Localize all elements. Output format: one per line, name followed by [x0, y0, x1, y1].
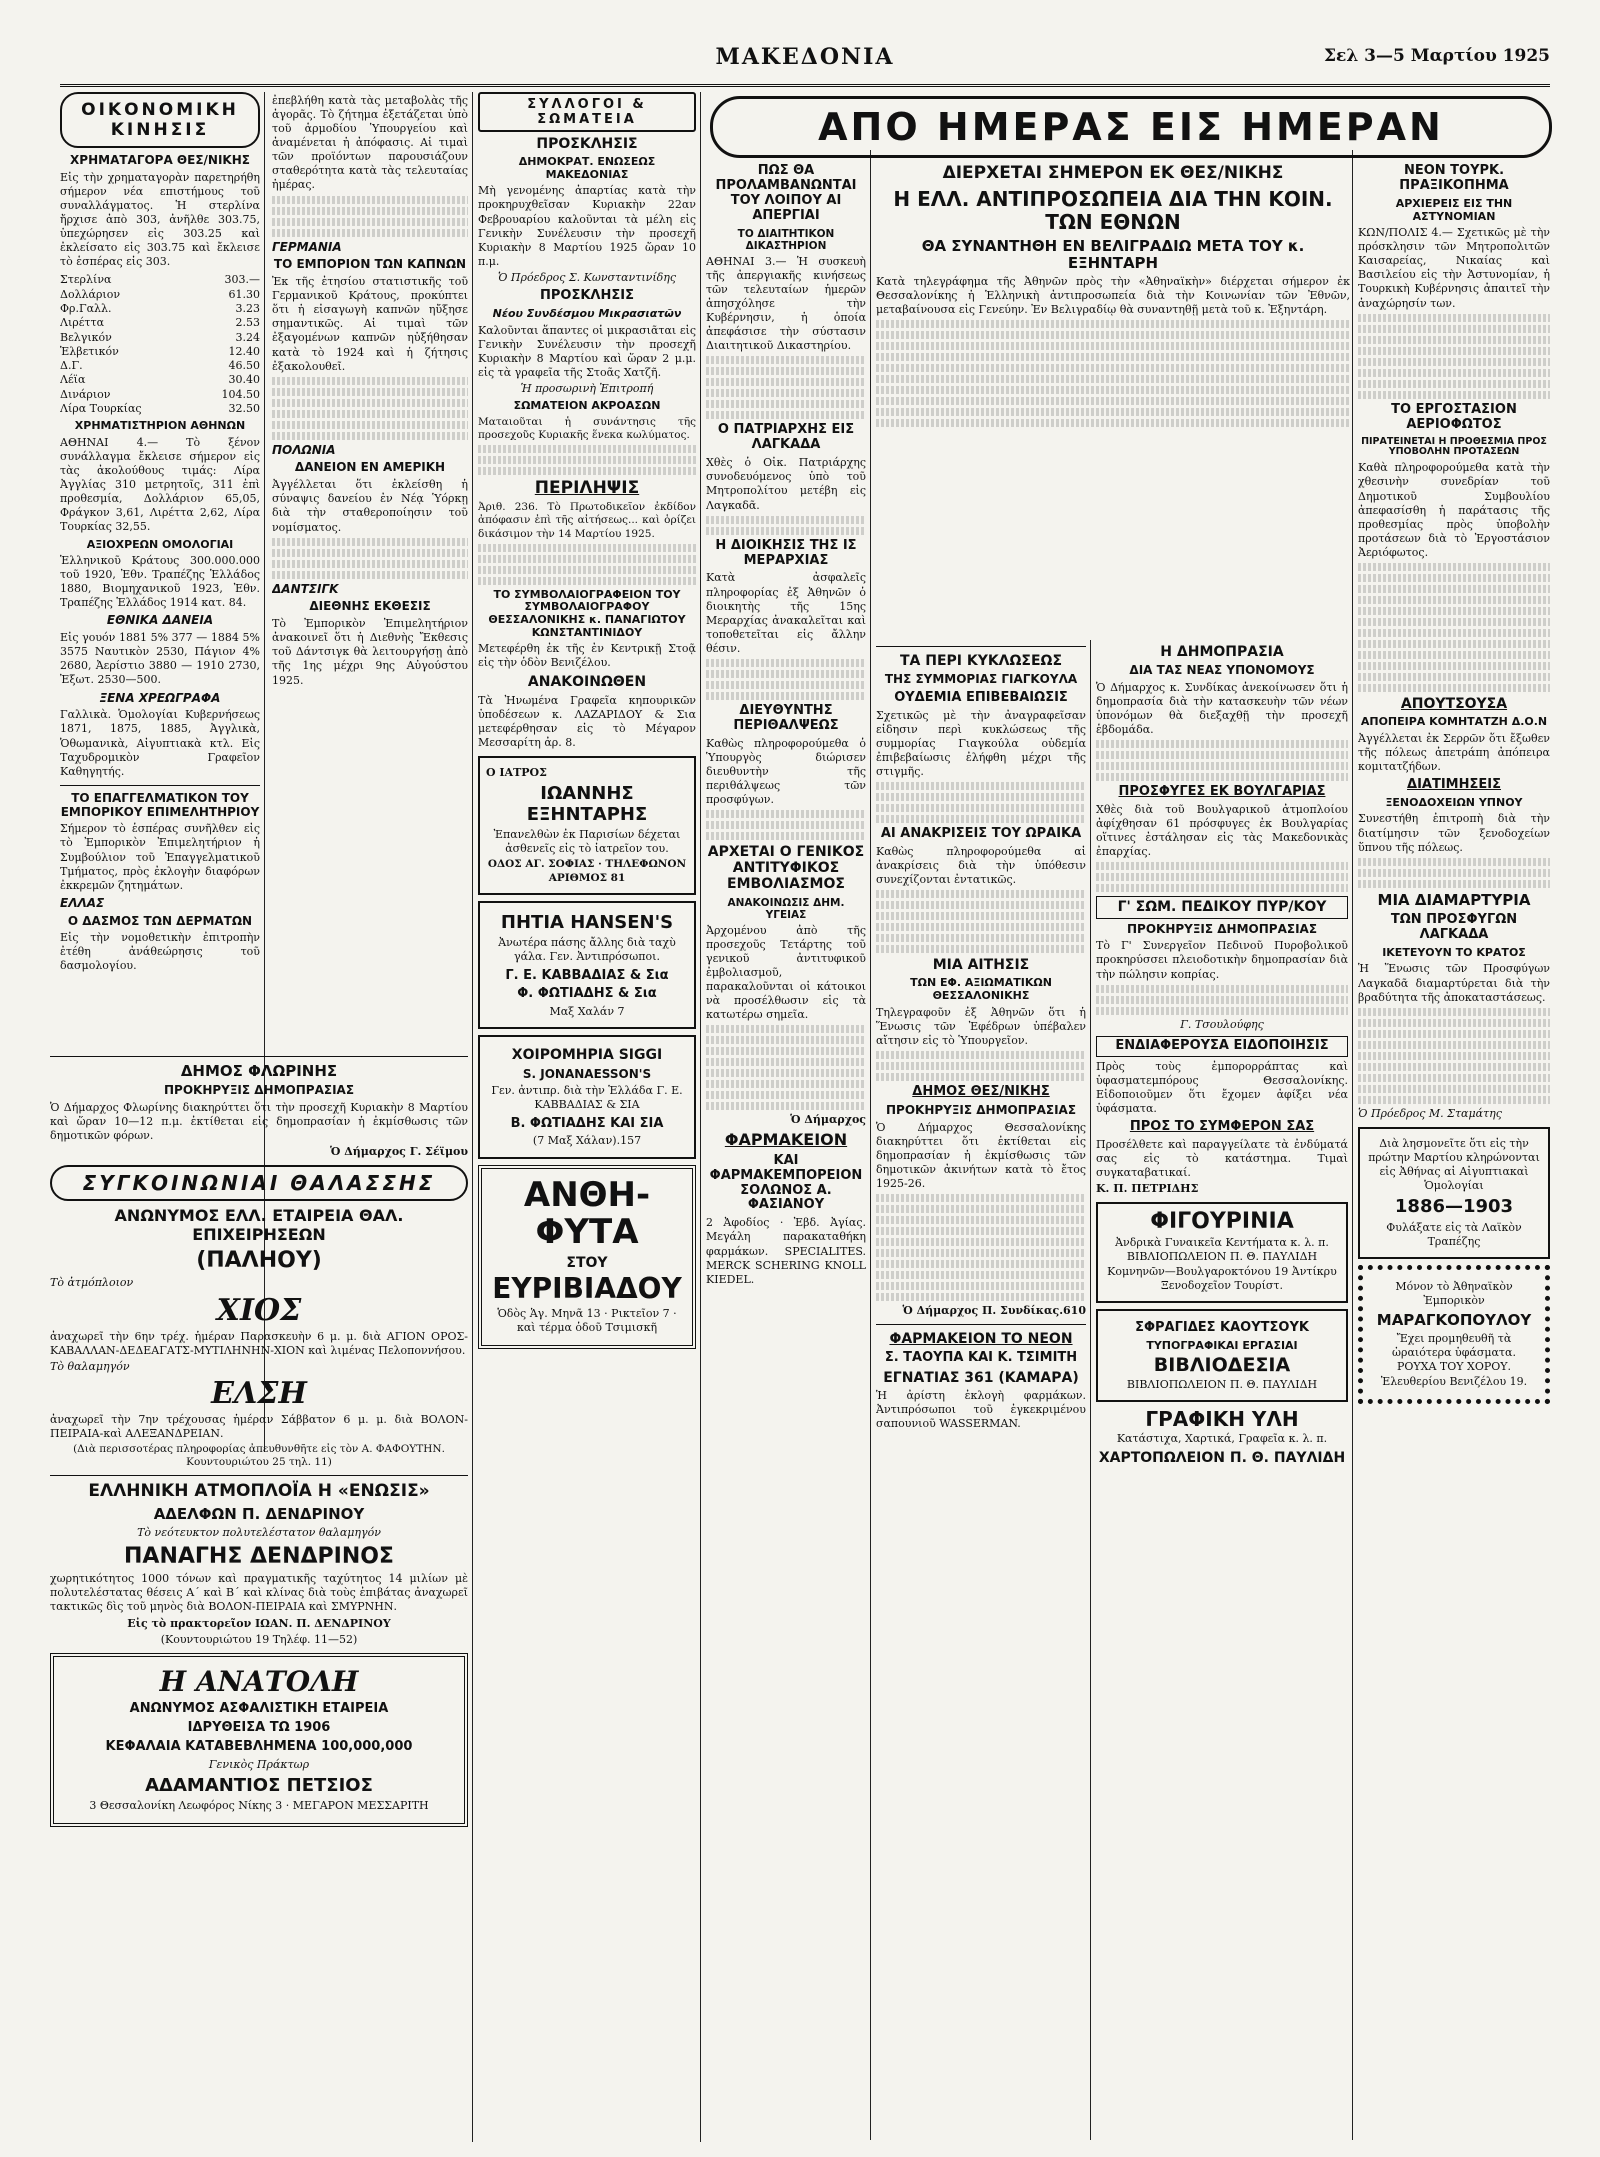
headline: ΔΗΜΟΚΡΑΤ. ΕΝΩΣΕΩΣ ΜΑΚΕΔΟΝΙΑΣ	[518, 155, 656, 181]
rate-currency: Δ.Γ.	[60, 359, 83, 373]
section-banner-main: ΑΠΟ ΗΜΕΡΑΣ ΕΙΣ ΗΜΕΡΑΝ	[710, 96, 1552, 158]
ad-text: Γεν. ἀντιπρ. διὰ τὴν Ἑλλάδα Γ. Ε. ΚΑΒΒΑΔΙΑΣ & ΣΙΑ	[491, 1084, 683, 1112]
ship-name: ΕΛΣΗ	[211, 1375, 307, 1411]
article-text: χωρητικότητος 1000 τόνων καὶ πραγματικῆς ταχύτητος 14 μιλίων μὲ πολυτελέστατας θέσεις Α΄ καὶ Β΄ καὶ κλίνας διὰ τοὺς ἐπιβάτας ἀναχωρεῖ τακτικῶς δὶς τοῦ μηνὸς διὰ ΒΟΛΟΝ-ΠΕΙΡΑΙΑ καὶ ΣΜΥΡΝΗΝ.	[50, 1572, 468, 1614]
headline: ΔΙΕΘΝΗΣ ΕΚΘΕΣΙΣ	[309, 599, 431, 614]
headline: ΕΛΛΑΣ	[60, 895, 105, 910]
rate-value: 32.50	[228, 402, 260, 416]
rate-currency: Βελγικόν	[60, 330, 112, 344]
headline: ΠΕΡΙΛΗΨΙΣ	[534, 477, 640, 498]
headline: ΑΝΑΚΟΙΝΩΣΙΣ ΔΗΜ. ΥΓΕΙΑΣ	[727, 896, 845, 921]
ad-text: Φυλάξατε εἰς τὰ Λαϊκὸν Τραπέζης	[1386, 1220, 1522, 1248]
article-text: Ἀγγέλλεται ἐκ Σερρῶν ὅτι ἔξωθεν τῆς πόλεως ἀπετράπη ἀπόπειρα κομιτατζήδων.	[1358, 731, 1550, 773]
article-text: Ἀρχομένου ἀπὸ τῆς προσεχοῦς Τετάρτης τοῦ γενικοῦ ἀντιτυφικοῦ ἐμβολιασμοῦ, παρακαλοῦνται οἱ κάτοικοι νὰ προσέλθωσιν εἰς τὰ κατωτέρω σημεῖα.	[706, 923, 866, 1022]
column-news-3	[1096, 640, 1348, 2140]
ad-title: ΣΦΡΑΓΙΔΕΣ ΚΑΟΥΤΣΟΥΚ	[1135, 1319, 1309, 1335]
rate-row	[60, 288, 260, 302]
company-name: ΑΔΕΛΦΩΝ Π. ΔΕΝΔΡΙΝΟΥ	[153, 1504, 365, 1523]
ad-firm: Γ. Ε. ΚΑΒΒΑΔΙΑΣ & Σια	[505, 967, 669, 983]
ship-name: ΧΙΟΣ	[216, 1292, 302, 1328]
headline: ΠΡΟΚΗΡΥΞΙΣ ΔΗΜΟΠΡΑΣΙΑΣ	[1126, 921, 1318, 936]
ad-title: ΦΙΓΟΥΡΙΝΙΑ	[1150, 1209, 1294, 1235]
headline: ΔΗΜΟΣ ΦΛΩΡΙΝΗΣ	[180, 1062, 338, 1080]
article-text: Ἡ Ἕνωσις τῶν Προσφύγων Λαγκαδᾶ διαμαρτύρεται διὰ τὴν βραδύτητα τῆς ἀποκαταστάσεως.	[1358, 962, 1550, 1004]
headline: ΘΑ ΣΥΝΑΝΤΗΘΗ ΕΝ ΒΕΛΙΓΡΑΔΙΩ ΜΕΤΑ ΤΟΥ κ. ΕΞΗΝΤΑΡΗ	[921, 236, 1305, 272]
ad-name: ΧΑΡΤΟΠΩΛΕΙΟΝ Π. Θ. ΠΑΥΛΙΔΗ	[1098, 1450, 1346, 1467]
ad-text: Ἔχει προμηθευθῆ τὰ ὡραιότερα ὑφάσματα. ΡΟΥΧΑ ΤΟΥ ΧΟΡΟΥ. Ἐλευθερίου Βενιζέλου 19.	[1380, 1332, 1528, 1388]
article-text: Καθὼς πληροφορούμεθα αἱ ἀνακρίσεις διὰ τὴν ὑπόθεσιν συνεχίζονται ἐντατικῶς.	[876, 845, 1086, 887]
ad-text: Διὰ λησμονεῖτε ὅτι εἰς τὴν πρώτην Μαρτίου κληρώνονται εἰς Ἀθήνας αἱ Αἰγυπτιακαὶ Ὁμολογίαι	[1368, 1136, 1540, 1192]
section-banner: ΣΥΓΚΟΙΝΩΝΙΑΙ ΘΑΛΑΣΣΗΣ	[50, 1165, 468, 1201]
headline: Νέου Συνδέσμου Μικρασιατῶν	[492, 306, 682, 320]
headline: ΔΑΝΕΙΟΝ ΕΝ ΑΜΕΡΙΚΗ	[294, 460, 446, 475]
article-text: 2 Ἀφοδίος · Ἐβδ. Ἀγίας. Μεγάλη παρακαταθήκη φαρμάκων. SPECIALITES. MERCK SCHERING KNOLL KIEDEL.	[706, 1216, 866, 1286]
ad-text: ΒΙΒΛΙΟΠΩΛΕΙΟΝ Π. Θ. ΠΑΥΛΙΔΗ	[1126, 1378, 1318, 1392]
headline: ΤΩΝ ΠΡΟΣΦΥΓΩΝ ΛΑΓΚΑΔΑ	[1390, 911, 1518, 942]
rate-row	[60, 331, 260, 345]
signature: Ὁ Δήμαρχος Π. Συνδίκας.610	[902, 1304, 1086, 1318]
headline: ΔΙΑΤΙΜΗΣΕΙΣ	[1407, 776, 1501, 792]
headline: ΤΟ ΕΠΑΓΓΕΛΜΑΤΙΚΟΝ ΤΟΥ ΕΜΠΟΡΙΚΟΥ ΕΠΙΜΕΛΗΤΗΡΙΟΥ	[60, 790, 260, 819]
article-text: Χθὲς ὁ Οἰκ. Πατριάρχης συνοδευόμενος ὑπὸ τοῦ Μητροπολίτου μετέβη εἰς Λαγκαδᾶ.	[706, 456, 866, 512]
headline: ΠΡΟΣΚΛΗΣΙΣ	[540, 287, 634, 303]
article-text: Μετεφέρθη ἐκ τῆς ἐν Κεντρικῇ Στοᾷ εἰς τὴν ὁδὸν Βενιζέλου.	[478, 642, 696, 670]
rate-value: 12.40	[228, 344, 260, 358]
company-name: ΑΝΩΝΥΜΟΣ ΕΛΛ. ΕΤΑΙΡΕΙΑ ΘΑΛ. ΕΠΙΧΕΙΡΗΣΕΩΝ	[114, 1206, 404, 1244]
address: 3 Θεσσαλονίκη Λεωφόρος Νίκης 3 · ΜΕΓΑΡΟΝ ΜΕΣΣΑΡΙΤΗ	[89, 1799, 429, 1813]
headline: ΠΡΟΚΗΡΥΞΙΣ ΔΗΜΟΠΡΑΣΙΑΣ	[163, 1083, 355, 1098]
rate-value: 46.50	[228, 359, 260, 373]
article-text: Καθὰ πληροφορούμεθα κατὰ τὴν χθεσινὴν συνεδρίαν τοῦ Δημοτικοῦ Συμβουλίου ἀπεφασίσθη ἡ παράτασις τῆς προθεσμίας πρὸς ὑποβολὴν προτάσεων διὰ τὸ Ἐργοστάσιον Ἀεριόφωτος.	[1358, 461, 1550, 559]
ad-title: ΧΟΙΡΟΜΗΡΙΑ SIGGI	[511, 1047, 663, 1064]
label: Τὸ ἀτμόπλοιον	[50, 1276, 134, 1290]
headline: ΠΡΟΚΗΡΥΞΙΣ ΔΗΜΟΠΡΑΣΙΑΣ	[885, 1102, 1077, 1117]
article-text: Καθὼς πληροφορούμεθα ὁ Ὑπουργὸς διώρισεν διευθυντὴν τῆς περιθάλψεως τῶν προσφύγων.	[706, 736, 866, 807]
headline: ΑΙ ΑΝΑΚΡΙΣΕΙΣ ΤΟΥ ΩΡΑΙΚΑ	[880, 826, 1082, 842]
headline: ΔΗΜΟΣ ΘΕΣ/ΝΙΚΗΣ	[912, 1084, 1050, 1099]
address: Μαξ Χαλάν 7	[549, 1005, 625, 1019]
rate-value: 104.50	[221, 387, 260, 401]
column-news-2	[876, 640, 1086, 2140]
headline: ΚΑΙ ΦΑΡΜΑΚΕΜΠΟΡΕΙΟΝ ΣΟΛΩΝΟΣ Α. ΦΑΣΙΑΝΟΥ	[709, 1152, 863, 1213]
headline: ΝΕΟΝ ΤΟΥΡΚ. ΠΡΑΞΙΚΟΠΗΜΑ	[1399, 163, 1509, 193]
rate-currency: Ἑλβετικόν	[60, 344, 119, 358]
ad-subtitle: ΑΝΩΝΥΜΟΣ ΑΣΦΑΛΙΣΤΙΚΗ ΕΤΑΙΡΕΙΑ	[129, 1700, 389, 1716]
masthead	[60, 40, 1550, 87]
rate-row	[60, 273, 260, 287]
headline: ΑΡΧΕΤΑΙ Ο ΓΕΝΙΚΟΣ ΑΝΤΙΤΥΦΙΚΟΣ ΕΜΒΟΛΙΑΣΜΟΣ	[707, 844, 865, 893]
rate-row	[60, 302, 260, 316]
section-banner: ΟΙΚΟΝΟΜΙΚΗ ΚΙΝΗΣΙΣ	[60, 92, 260, 148]
headline: ΔΑΝΤΣΙΓΚ	[272, 581, 339, 596]
headline: Η ΔΙΟΙΚΗΣΙΣ ΤΗΣ ΙΣ ΜΕΡΑΡΧΙΑΣ	[715, 537, 857, 568]
article-text: Τὸ Γ' Συνεργεῖον Πεδινοῦ Πυροβολικοῦ προκηρύσσει πλειοδοτικὴν δημοπρασίαν διὰ τὴν πώλησιν κοπρίας.	[1096, 939, 1348, 981]
rate-row	[60, 316, 260, 330]
ad-name: ΜΑΡΑΓΚΟΠΟΥΛΟΥ	[1376, 1311, 1532, 1330]
ad-firm: Φ. ΦΩΤΙΑΔΗΣ & Σια	[517, 986, 657, 1002]
column-rule	[870, 150, 871, 2140]
ad-firm: Β. ΦΩΤΙΑΔΗΣ ΚΑΙ ΣΙΑ	[510, 1115, 664, 1131]
marangopoulou-ad	[1358, 1265, 1550, 1404]
article-text: ἀναχωρεῖ τὴν 7ην τρέχουσας ἡμέραν Σάββατον 6 μ. μ. διὰ ΒΟΛΟΝ-ΠΕΙΡΑΙΑ-καὶ ΑΛΕΞΑΝΔΡΕΙΑΝ.	[50, 1412, 468, 1440]
ad-title: Η ΑΝΑΤΟΛΗ	[159, 1664, 359, 1698]
article-text: Εἰς τὴν χρηματαγορὰν παρετηρήθη σήμερον νέα επιστήμους τοῦ συναλλάγματος. Ἡ στερλίνα ἤρχισε ἀπὸ 303, ἀνῆλθε 303.75, ὑπεχώρησεν εἰς 303.25 καὶ ἐκλείσατο εἰς 303.75 καὶ ἔκλεισε τὸ ἑσπέρας εἰς 303.	[60, 170, 260, 269]
note: (Διὰ περισσοτέρας πληροφορίας ἀπευθυνθῆτε εἰς τὸν Α. ΦΑΦΟΥΤΗΝ. Κουντουριώτου 25 τηλ. 11)	[73, 1442, 445, 1469]
article-text: Προσέλθετε καὶ παραγγείλατε τὰ ἐνδύματά σας εἰς τὸ κατάστημα. Τιμαὶ συγκαταβατικαί.	[1096, 1137, 1348, 1179]
label: Τὸ νεότευκτον πολυτελέστατον θαλαμηγόν	[137, 1525, 381, 1539]
column-rule	[1090, 640, 1091, 2140]
issue-date: Σελ 3—5 Μαρτίου 1925	[1323, 46, 1550, 66]
rate-row	[60, 359, 260, 373]
headline: ΞΕΝΟΔΟΧΕΙΩΝ ΥΠΝΟΥ	[1385, 795, 1523, 809]
stamps-ad	[1096, 1309, 1348, 1403]
ad-text: Ἀνωτέρα πάσης ἄλλης διὰ ταχὺ γάλα. Γεν. Ἀντιπρόσωποι.	[498, 936, 676, 964]
article-text: Σχετικῶς μὲ τὴν ἀναγραφεῖσαν εἰδησιν περὶ κυκλώσεως τῆς συμμορίας Γιαγκούλα οὐδεμία ἐπιβεβαίωσις ἐλήφθη μέχρι τῆς στιγμῆς.	[876, 708, 1086, 779]
signature: Γ. Τσουλούφης	[1180, 1017, 1264, 1031]
signature: Κ. Π. ΠΕΤΡΙΔΗΣ	[1096, 1182, 1199, 1196]
headline: ΠΡΟΣΚΛΗΣΙΣ	[536, 136, 638, 152]
article-text: ἀναχωρεῖ τὴν 6ην τρέχ. ἡμέραν Παρασκευὴν 6 μ. μ. διὰ ΑΓΙΟΝ ΟΡΟΣ-ΚΑΒΑΛΛΑΝ-ΔΕΔΕΑΓΑΤΣ-ΜΥΤΙΛΗΝΗΝ-ΧΙΟΝ καὶ λιμένας Πελοποννήσου.	[50, 1329, 468, 1357]
ad-year: ΙΔΡΥΘΕΙΣΑ ΤΩ 1906	[187, 1719, 331, 1735]
rate-row	[60, 402, 260, 416]
headline: ΕΘΝΙΚΑ ΔΑΝΕΙΑ	[106, 613, 214, 628]
headline: ΕΓΝΑΤΙΑΣ 361 (ΚΑΜΑΡΑ)	[883, 1370, 1079, 1387]
headline: Η ΔΗΜΟΠΡΑΣΙΑ	[1160, 644, 1284, 660]
rate-currency: Δινάριον	[60, 387, 111, 401]
article-text: Σήμερον τὸ ἑσπέρας συνῆλθεν εἰς τὸ Ἐμπορικὸν Ἐπιμελητήριον ἡ Συμβούλιον τοῦ Ἐπαγγελματικοῦ Τμήματος, πρὸς ἐκλογὴν διαφόρων ἐκκρεμῶν ζητημάτων.	[60, 822, 260, 892]
headline: ΠΙΡΑΤΕΙΝΕΤΑΙ Η ΠΡΟΘΕΣΜΙΑ ΠΡΟΣ ΥΠΟΒΟΛΗΝ ΠΡΟΤΑΣΕΩΝ	[1361, 435, 1547, 458]
ad-title: ΑΝΘΗ-ΦΥΤΑ	[523, 1174, 651, 1252]
headline: ΑΡΧΙΕΡΕΙΣ ΕΙΣ ΤΗΝ ΑΣΤΥΝΟΜΙΑΝ	[1395, 196, 1513, 223]
article-text: Τηλεγραφοῦν ἐξ Ἀθηνῶν ὅτι ἡ Ἕνωσις τῶν Ἐφέδρων ὑπέβαλεν αἴτησιν εἰς τὸ Ὑπουργεῖον.	[876, 1005, 1086, 1047]
article-text: Κατὰ τηλεγράφημα τῆς Ἀθηνῶν πρὸς τὴν «Ἀθηναϊκὴν» διέρχεται σήμερον ἐκ Θεσσαλονίκης ἡ Ἑλληνικὴ ἀντιπροσωπεία διὰ τὴν Κοινωνίαν τῶν Ἐθνῶν, μεταβαίνουσα εἰς Γενεύην. Ἐν Βελιγραδίῳ θὰ συναντηθῇ μετὰ τοῦ κ. Ἐξηντάρη.	[876, 275, 1350, 317]
article-text: Γαλλικὰ. Ὁμολογίαι Κυβερνήσεως 1871, 1875, 1885, Ἀγγλικὰ, Ὁθωμανικὰ, Αἰγυπτιακὰ κτλ. Εἰς Ταχυδρομικὸν Γραφεῖον Καθηγητής.	[60, 708, 260, 778]
headline: ΔΙΑ ΤΑΣ ΝΕΑΣ ΥΠΟΝΟΜΟΥΣ	[1129, 663, 1315, 678]
address: (7 Μαξ Χάλαν).157	[532, 1134, 642, 1148]
headline: ΠΡΟΣ ΤΟ ΣΥΜΦΕΡΟΝ ΣΑΣ	[1129, 1118, 1315, 1134]
article-text: Τὰ Ἠνωμένα Γραφεῖα κηπουρικῶν ὑποδέσεων κ. ΛΑΖΑΡΙΔΟΥ & Σια μετεφέρθησαν εἰς τὸ Μέγαρον Μεσσαρίτη ἀρ. 8.	[478, 693, 696, 749]
article-text: ΑΘΗΝΑΙ 4.— Τὸ ξένον συνάλλαγμα ἔκλεισε σήμερον εἰς τὰς ἀκολούθους τιμάς: Λίρα Ἀγγλίας 310 μετρητοῖς, 311 ἐπὶ προθεσμία, Δολλάριον 65,05, Φράγκον 3,61, Λιρέττα 2,62, Λίρα Τουρκίας 32,55.	[60, 435, 260, 534]
headline: ΑΠΟΥΤΣΟΥΣΑ	[1400, 695, 1508, 712]
ad-subtitle: ΣΤΟΥ	[566, 1255, 608, 1272]
article-text: ΚΩΝ/ΠΟΛΙΣ 4.— Σχετικῶς μὲ τὴν πρόσκλησιν τῶν Μητροπολιτῶν Καισαρείας, Νικαίας καὶ Βασιλείου εἰς τὴν Ἀστυνομίαν, ἡ Τουρκικὴ Κυβέρνησις ἀπαιτεῖ τὴν ἀναχώρησίν των.	[1358, 226, 1550, 310]
ad-label: Ο ΙΑΤΡΟΣ	[486, 765, 547, 779]
agent: Εἰς τὸ πρακτορεῖον ΙΩΑΝ. Π. ΔΕΝΔΡΙΝΟΥ	[127, 1616, 391, 1630]
article-text: Καλοῦνται ἅπαντες οἱ μικρασιᾶται εἰς Γενικὴν Συνέλευσιν τὴν προσεχῆ Κυριακὴν 8 Μαρτίου καὶ ὥραν 2 μ.μ. εἰς τὰ γραφεῖα τῆς Στοᾶς Χατζῆ.	[478, 323, 696, 379]
column-news-4	[1358, 160, 1550, 2140]
article-text: Πρὸς τοὺς ἐμπορορράπτας καὶ ὑφασματεμπόρους Θεσσαλονίκης. Εἰδοποιοῦμεν ὅτι ἔχομεν ἀφίξει νέα ὑφάσματα.	[1096, 1059, 1348, 1115]
column-rule	[1352, 150, 1353, 2140]
headline: ΠΡΟΣΦΥΓΕΣ ΕΚ ΒΟΥΛΓΑΡΙΑΣ	[1118, 784, 1326, 800]
headline: ΤΟ ΔΙΑΙΤΗΤΙΚΟΝ ΔΙΚΑΣΤΗΡΙΟΝ	[737, 227, 835, 252]
ad-name: ΕΥΡΙΒΙΑΔΟΥ	[492, 1272, 682, 1306]
company-name: ΕΛΛΗΝΙΚΗ ΑΤΜΟΠΛΟΪΑ Η «ΕΝΩΣΙΣ»	[88, 1481, 430, 1502]
headline: Σ. ΤΑΟΥΠΑ ΚΑΙ Κ. ΤΣΙΜΙΤΗ	[884, 1350, 1078, 1366]
label: Τὸ θαλαμηγόν	[50, 1359, 130, 1373]
rate-value: 3.23	[235, 301, 260, 315]
article-text: Ἀγγέλλεται ὅτι ἐκλείσθη ἡ σύναψις δανείου ἐν Νέᾳ Ὑόρκῃ διὰ τὴν σταθεροποίησιν τοῦ νομίσματος.	[272, 478, 468, 534]
article-text: Χθὲς διὰ τοῦ Βουλγαρικοῦ ἀτμοπλοίου ἀφίχθησαν 61 πρόσφυγες ἐκ Βουλγαρίας οἵτινες ἐστάλησαν εἰς τὰς Μακεδονικὰς ἐπαρχίας.	[1096, 803, 1348, 859]
flowers-ad	[478, 1165, 696, 1350]
headline: ΟΥΔΕΜΙΑ ΕΠΙΒΕΒΑΙΩΣΙΣ	[894, 689, 1068, 705]
article-text: Ὁ Δήμαρχος Φλωρίνης διακηρύττει ὅτι τὴν προσεχῆ Κυριακὴν 8 Μαρτίου καὶ ὥραν 10—12 π.μ. ἐκτίθεται εἰς δημοπρασίαν ἡ ἐκμίσθωσις τῶν δημοτικῶν φόρων.	[50, 1101, 468, 1143]
insurance-ad	[50, 1653, 468, 1828]
newspaper-title: ΜΑΚΕΔΟΝΙΑ	[715, 44, 895, 70]
ad-subtitle: ΤΥΠΟΓΡΑΦΙΚΑΙ ΕΡΓΑΣΙΑΙ	[1146, 1338, 1298, 1352]
headline: ΣΩΜΑΤΕΙΟΝ ΑΚΡΟΑΣΩΝ	[513, 398, 661, 412]
headline: ΤΟ ΕΜΠΟΡΙΟΝ ΤΩΝ ΚΑΠΝΩΝ	[273, 257, 467, 272]
rate-value: 3.24	[235, 330, 260, 344]
headline: ΜΙΑ ΑΙΤΗΣΙΣ	[932, 957, 1030, 974]
headline: ΙΚΕΤΕΥΟΥΝ ΤΟ ΚΡΑΤΟΣ	[1382, 945, 1526, 959]
headline: ΤΟ ΕΡΓΟΣΤΑΣΙΟΝ ΑΕΡΙΟΦΩΤΟΣ	[1391, 401, 1517, 432]
article-text: Ἀριθ. 236. Τὸ Πρωτοδικεῖον ἐκδίδον ἀπόφασιν ἐπὶ τῆς αἰτήσεως... καὶ ὁρίζει δικάσιμον τὴν 14 Μαρτίου 1925.	[478, 501, 696, 540]
hansen-ad	[478, 901, 696, 1030]
article-text: Ἑλληνικοῦ Κράτους 300.000.000 τοῦ 1920, Ἐθν. Τραπέζης Ἑλλάδος 1880, Βιομηχανικοῦ 1923, Ἐθν. Τραπέζης Ἑλλάδος 1914 κατ. 84.	[60, 554, 260, 610]
headline: ΧΡΗΜΑΤΑΓΟΡΑ ΘΕΣ/ΝΙΚΗΣ	[70, 153, 250, 167]
ad-text: Κατάστιχα, Χαρτικά, Γραφεῖα κ. λ. π.	[1116, 1432, 1328, 1446]
signature: Ὁ Πρόεδρος Σ. Κωνσταντινίδης	[497, 270, 677, 284]
signature: Ἡ προσωρινὴ Ἐπιτροπή	[520, 381, 654, 395]
article-text: Ὁ Δήμαρχος κ. Συνδίκας ἀνεκοίνωσεν ὅτι ἡ δημοπρασία διὰ τὴν κατασκευὴν τῶν νέων ὑπονόμων θὰ διεξαχθῇ τὴν προσεχῆ ἑβδομάδα.	[1096, 680, 1348, 737]
ship-name: ΠΑΝΑΓΗΣ ΔΕΝΔΡΙΝΟΣ	[124, 1544, 394, 1570]
column-rule	[700, 92, 701, 2142]
headline: ΦΑΡΜΑΚΕΙΟΝ	[724, 1130, 848, 1150]
exchange-rates-table	[60, 273, 260, 416]
headline: Γ' ΣΩΜ. ΠΕΔΙΚΟΥ ΠΥΡ/ΚΟΥ	[1096, 896, 1348, 918]
column-news-1	[706, 160, 866, 2140]
headline: ΑΠΟΠΕΙΡΑ ΚΟΜΗΤΑΤΖΗ Δ.Ο.Ν	[1360, 714, 1548, 728]
headline: Ο ΔΑΣΜΟΣ ΤΩΝ ΔΕΡΜΑΤΩΝ	[67, 913, 253, 928]
address: (Κουντουριώτου 19 Τηλέφ. 11—52)	[160, 1632, 358, 1646]
ad-name: ΑΔΑΜΑΝΤΙΟΣ ΠΕΤΣΙΟΣ	[145, 1774, 373, 1796]
ad-title: ΙΩΑΝΝΗΣ ΕΞΗΝΤΑΡΗΣ	[526, 782, 648, 825]
headline: ΧΡΗΜΑΤΙΣΤΗΡΙΟΝ ΑΘΗΝΩΝ	[74, 419, 246, 433]
address: Ὁδὸς Ἁγ. Μηνᾶ 13 · Ρικτεῖον 7 · καὶ τέρμα ὁδοῦ Τσιμισκῆ	[497, 1307, 677, 1335]
article-text: Εἰς γουόν 1881 5% 377 — 1884 5% 3575 Ναυτικὸν 2530, Πάγιον 4% 2680, Ἀερίστιο 3880 — 1910 2730, Ἐξωτ. 2530—500.	[60, 631, 260, 687]
company-name: (ΠΑΛΗΟΥ)	[196, 1248, 322, 1274]
article-text: Ὁ Δήμαρχος Θεσσαλονίκης διακηρύττει ὅτι ἐκτίθεται εἰς δημοπρασίαν ἡ ἐκμίσθωσις τῶν δημοτικῶν ἀκινήτων κατὰ τὸ ἔτος 1925-26.	[876, 1120, 1086, 1191]
article-text: Μὴ γενομένης ἀπαρτίας κατὰ τὴν προκηρυχθεῖσαν Κυριακὴν 22αν Φεβρουαρίου καλοῦνται τὰ μέλη εἰς Γενικὴν Συνέλευσιν τὴν προσεχῆ Κυριακὴν 8 Μαρτίου 1925 ὥραν 10 π.μ.	[478, 184, 696, 268]
address: ΟΔΟΣ ΑΓ. ΣΟΦΙΑΣ · ΤΗΛΕΦΩΝΟΝ ΑΡΙΘΜΟΣ 81	[487, 858, 687, 884]
headline: ΤΑ ΠΕΡΙ ΚΥΚΛΩΣΕΩΣ	[899, 653, 1063, 669]
headline: ΤΩΝ ΕΦ. ΑΞΙΩΜΑΤΙΚΩΝ ΘΕΣΣΑΛΟΝΙΚΗΣ	[910, 976, 1052, 1003]
article-text: Ἡ ἀρίστη ἐκλογὴ φαρμάκων. Ἀντιπρόσωποι τοῦ ἐγκεκριμένου σαπουνιοῦ WASSERMAN.	[876, 1389, 1086, 1431]
article-text: Εἰς τὴν νομοθετικὴν ἐπιτροπὴν ἐτέθη ἀνάθεώρησις τοῦ δασμολογίου.	[60, 931, 260, 973]
headline: ΓΕΡΜΑΝΙΑ	[272, 239, 342, 254]
rate-currency: Στερλίνα	[60, 273, 112, 287]
headline: Ο ΠΑΤΡΙΑΡΧΗΣ ΕΙΣ ΛΑΓΚΑΔΑ	[717, 422, 855, 453]
rate-row	[60, 388, 260, 402]
ad-title: ΠΗΤΙΑ HANSEN'S	[500, 911, 674, 933]
rate-currency: Λιρέττα	[60, 316, 105, 330]
headline: ΑΝΑΚΟΙΝΩΘΕΝ	[527, 674, 647, 691]
headline: ΞΕΝΑ ΧΡΕΩΓΡΑΦΑ	[99, 690, 221, 705]
article-text: Ματαιοῦται ἡ συνάντησις τῆς προσεχοῦς Κυριακῆς ἕνεκα κωλύματος.	[478, 415, 696, 441]
ad-title: ΓΡΑΦΙΚΗ ΥΛΗ	[1145, 1407, 1299, 1432]
headline: ΤΗΣ ΣΥΜΜΟΡΙΑΣ ΓΙΑΓΚΟΥΛΑ	[884, 672, 1078, 687]
headline: ΠΟΛΩΝΙΑ	[272, 442, 336, 457]
left-bottom-block	[50, 1050, 468, 2130]
signature: Ὁ Δήμαρχος	[790, 1113, 866, 1127]
headline: ΔΙΕΥΘΥΝΤΗΣ ΠΕΡΙΘΑΛΨΕΩΣ	[733, 702, 839, 733]
rate-value: 61.30	[228, 287, 260, 301]
ad-years: 1886—1903	[1394, 1196, 1514, 1218]
headline: ΔΙΕΡΧΕΤΑΙ ΣΗΜΕΡΟΝ ΕΚ ΘΕΣ/ΝΙΚΗΣ	[942, 163, 1284, 183]
column-rule	[472, 92, 473, 2142]
signature: Ὁ Πρόεδρος Μ. Σταμάτης	[1358, 1106, 1502, 1120]
headline: ΜΙΑ ΔΙΑΜΑΡΤΥΡΙΑ	[1377, 890, 1531, 909]
rate-row	[60, 373, 260, 387]
rate-currency: Φρ.Γαλλ.	[60, 301, 112, 315]
rate-value: 303.—	[224, 273, 260, 287]
rate-currency: Λέϊα	[60, 373, 86, 387]
rate-row	[60, 345, 260, 359]
ad-text: Ἐπανελθὼν ἐκ Παρισίων δέχεται ἀσθενεῖς εἰς τὸ ἰατρεῖον του.	[493, 828, 681, 856]
headline: ΑΞΙΟΧΡΕΩΝ ΟΜΟΛΟΓΙΑΙ	[86, 537, 234, 551]
bonds-notice	[1358, 1127, 1550, 1259]
signature: Ὁ Δήμαρχος Γ. Σέϊμου	[330, 1145, 468, 1159]
rate-currency: Δολλάριον	[60, 287, 121, 301]
article-text: ἐπεβλήθη κατὰ τὰς μεταβολὰς τῆς ἀγορᾶς. Τὸ ζήτημα ἐξετάζεται ὑπὸ τοῦ ἁρμοδίου Ὑπουργείου καὶ ἀναμένεται ἡ ἀπόφασις. Αἱ τιμαὶ τῶν προϊόντων παρουσιάζουν σταθερότητα κατὰ τὰς τελευταίας ἡμέρας.	[272, 94, 468, 192]
ad-subtitle: S. JONANAESSON'S	[522, 1066, 652, 1081]
doctor-ad	[478, 756, 696, 895]
ad-text: Μόνον τὸ Ἀθηναϊκὸν Ἐμπορικὸν	[1395, 1279, 1513, 1307]
column-societies	[478, 92, 696, 2137]
rate-value: 30.40	[228, 373, 260, 387]
headline: Η ΕΛΛ. ΑΝΤΙΠΡΟΣΩΠΕΙΑ ΔΙΑ ΤΗΝ ΚΟΙΝ. ΤΩΝ ΕΘΝΩΝ	[893, 186, 1333, 234]
article-text: Κατὰ ἀσφαλεῖς πληροφορίας ἐξ Ἀθηνῶν ὁ διοικητὴς τῆς 15ης Μεραρχίας ἀνακαλεῖται καὶ τοποθετεῖται εἰς ἄλλην θέσιν.	[706, 571, 866, 655]
headline: ΤΟ ΣΥΜΒΟΛΑΙΟΓΡΑΦΕΙΟΝ ΤΟΥ ΣΥΜΒΟΛΑΙΟΓΡΑΦΟΥ ΘΕΣΣΑΛΟΝΙΚΗΣ κ. ΠΑΝΑΓΙΩΤΟΥ ΚΩΝΣΤΑΝΤΙΝΙΔΟΥ	[488, 587, 686, 639]
article-text: Τὸ Ἐμπορικὸν Ἐπιμελητήριον ἀνακοινεῖ ὅτι ἡ Διεθνὴς Ἔκθεσις τοῦ Δάντσιγκ θὰ λειτουργήσῃ ἀπὸ τῆς 1ης μέχρι 9ης Αὐγούστου 1925.	[272, 617, 468, 687]
siggi-ad	[478, 1035, 696, 1158]
article-text: Συνεστήθη ἐπιτροπὴ διὰ τὴν διατίμησιν τῶν ξενοδοχείων ὕπνου τῆς πόλεως.	[1358, 812, 1550, 854]
column-news-lead	[876, 160, 1350, 640]
article-text: ΑΘΗΝΑΙ 3.— Ἡ συσκευὴ τῆς ἀπεργιακῆς κινήσεως τῶν τελευταίων ἡμερῶν ἀπησχόλησε τὴν Κυβέρνησιν, ἡ ὁποία ἀπεφάσισε τὴν σύστασιν Διαιτητικοῦ Δικαστηρίου.	[706, 254, 866, 353]
ad-role: Γενικὸς Πράκτωρ	[208, 1757, 310, 1771]
section-banner: ΣΥΛΛΟΓΟΙ & ΣΩΜΑΤΕΙΑ	[478, 92, 696, 132]
headline: ΦΑΡΜΑΚΕΙΟΝ ΤΟ ΝΕΟΝ	[889, 1331, 1073, 1348]
rate-value: 2.53	[235, 316, 260, 330]
article-text: Ἐκ τῆς ἐτησίου στατιστικῆς τοῦ Γερμανικοῦ Κράτους, προκύπτει ὅτι ἡ εἰσαγωγὴ καπνῶν ηὔξησε σημαντικῶς. Αἱ τιμαὶ τῶν ἐξαγομένων καπνῶν ηὐξήθησαν κατὰ τὸ 1924 καὶ ἡ ζήτησις ἐξακολουθεῖ.	[272, 275, 468, 373]
figurinia-ad	[1096, 1202, 1348, 1303]
ad-capital: ΚΕΦΑΛΑΙΑ ΚΑΤΑΒΕΒΛΗΜΕΝΑ 100,000,000	[105, 1738, 413, 1754]
ad-text: Ἀνδρικὰ Γυναικεῖα Κεντήματα κ. λ. π. ΒΙΒΛΙΟΠΩΛΕΙΟΝ Π. Θ. ΠΑΥΛΙΔΗ Κομνηνῶν—Βουλγαροκτόνου 19 Ἀντίκρυ Ξενοδοχεῖον Τουρίστ.	[1107, 1236, 1337, 1292]
headline: ΕΝΔΙΑΦΕΡΟΥΣΑ ΕΙΔΟΠΟΙΗΣΙΣ	[1096, 1036, 1348, 1057]
ad-name: ΒΙΒΛΙΟΔΕΣΙΑ	[1153, 1354, 1291, 1377]
headline: ΠΩΣ ΘΑ ΠΡΟΛΑΜΒΑΝΩΝΤΑΙ ΤΟΥ ΛΟΙΠΟΥ ΑΙ ΑΠΕΡΓΙΑΙ	[715, 163, 857, 223]
rate-currency: Λίρα Τουρκίας	[60, 402, 142, 416]
